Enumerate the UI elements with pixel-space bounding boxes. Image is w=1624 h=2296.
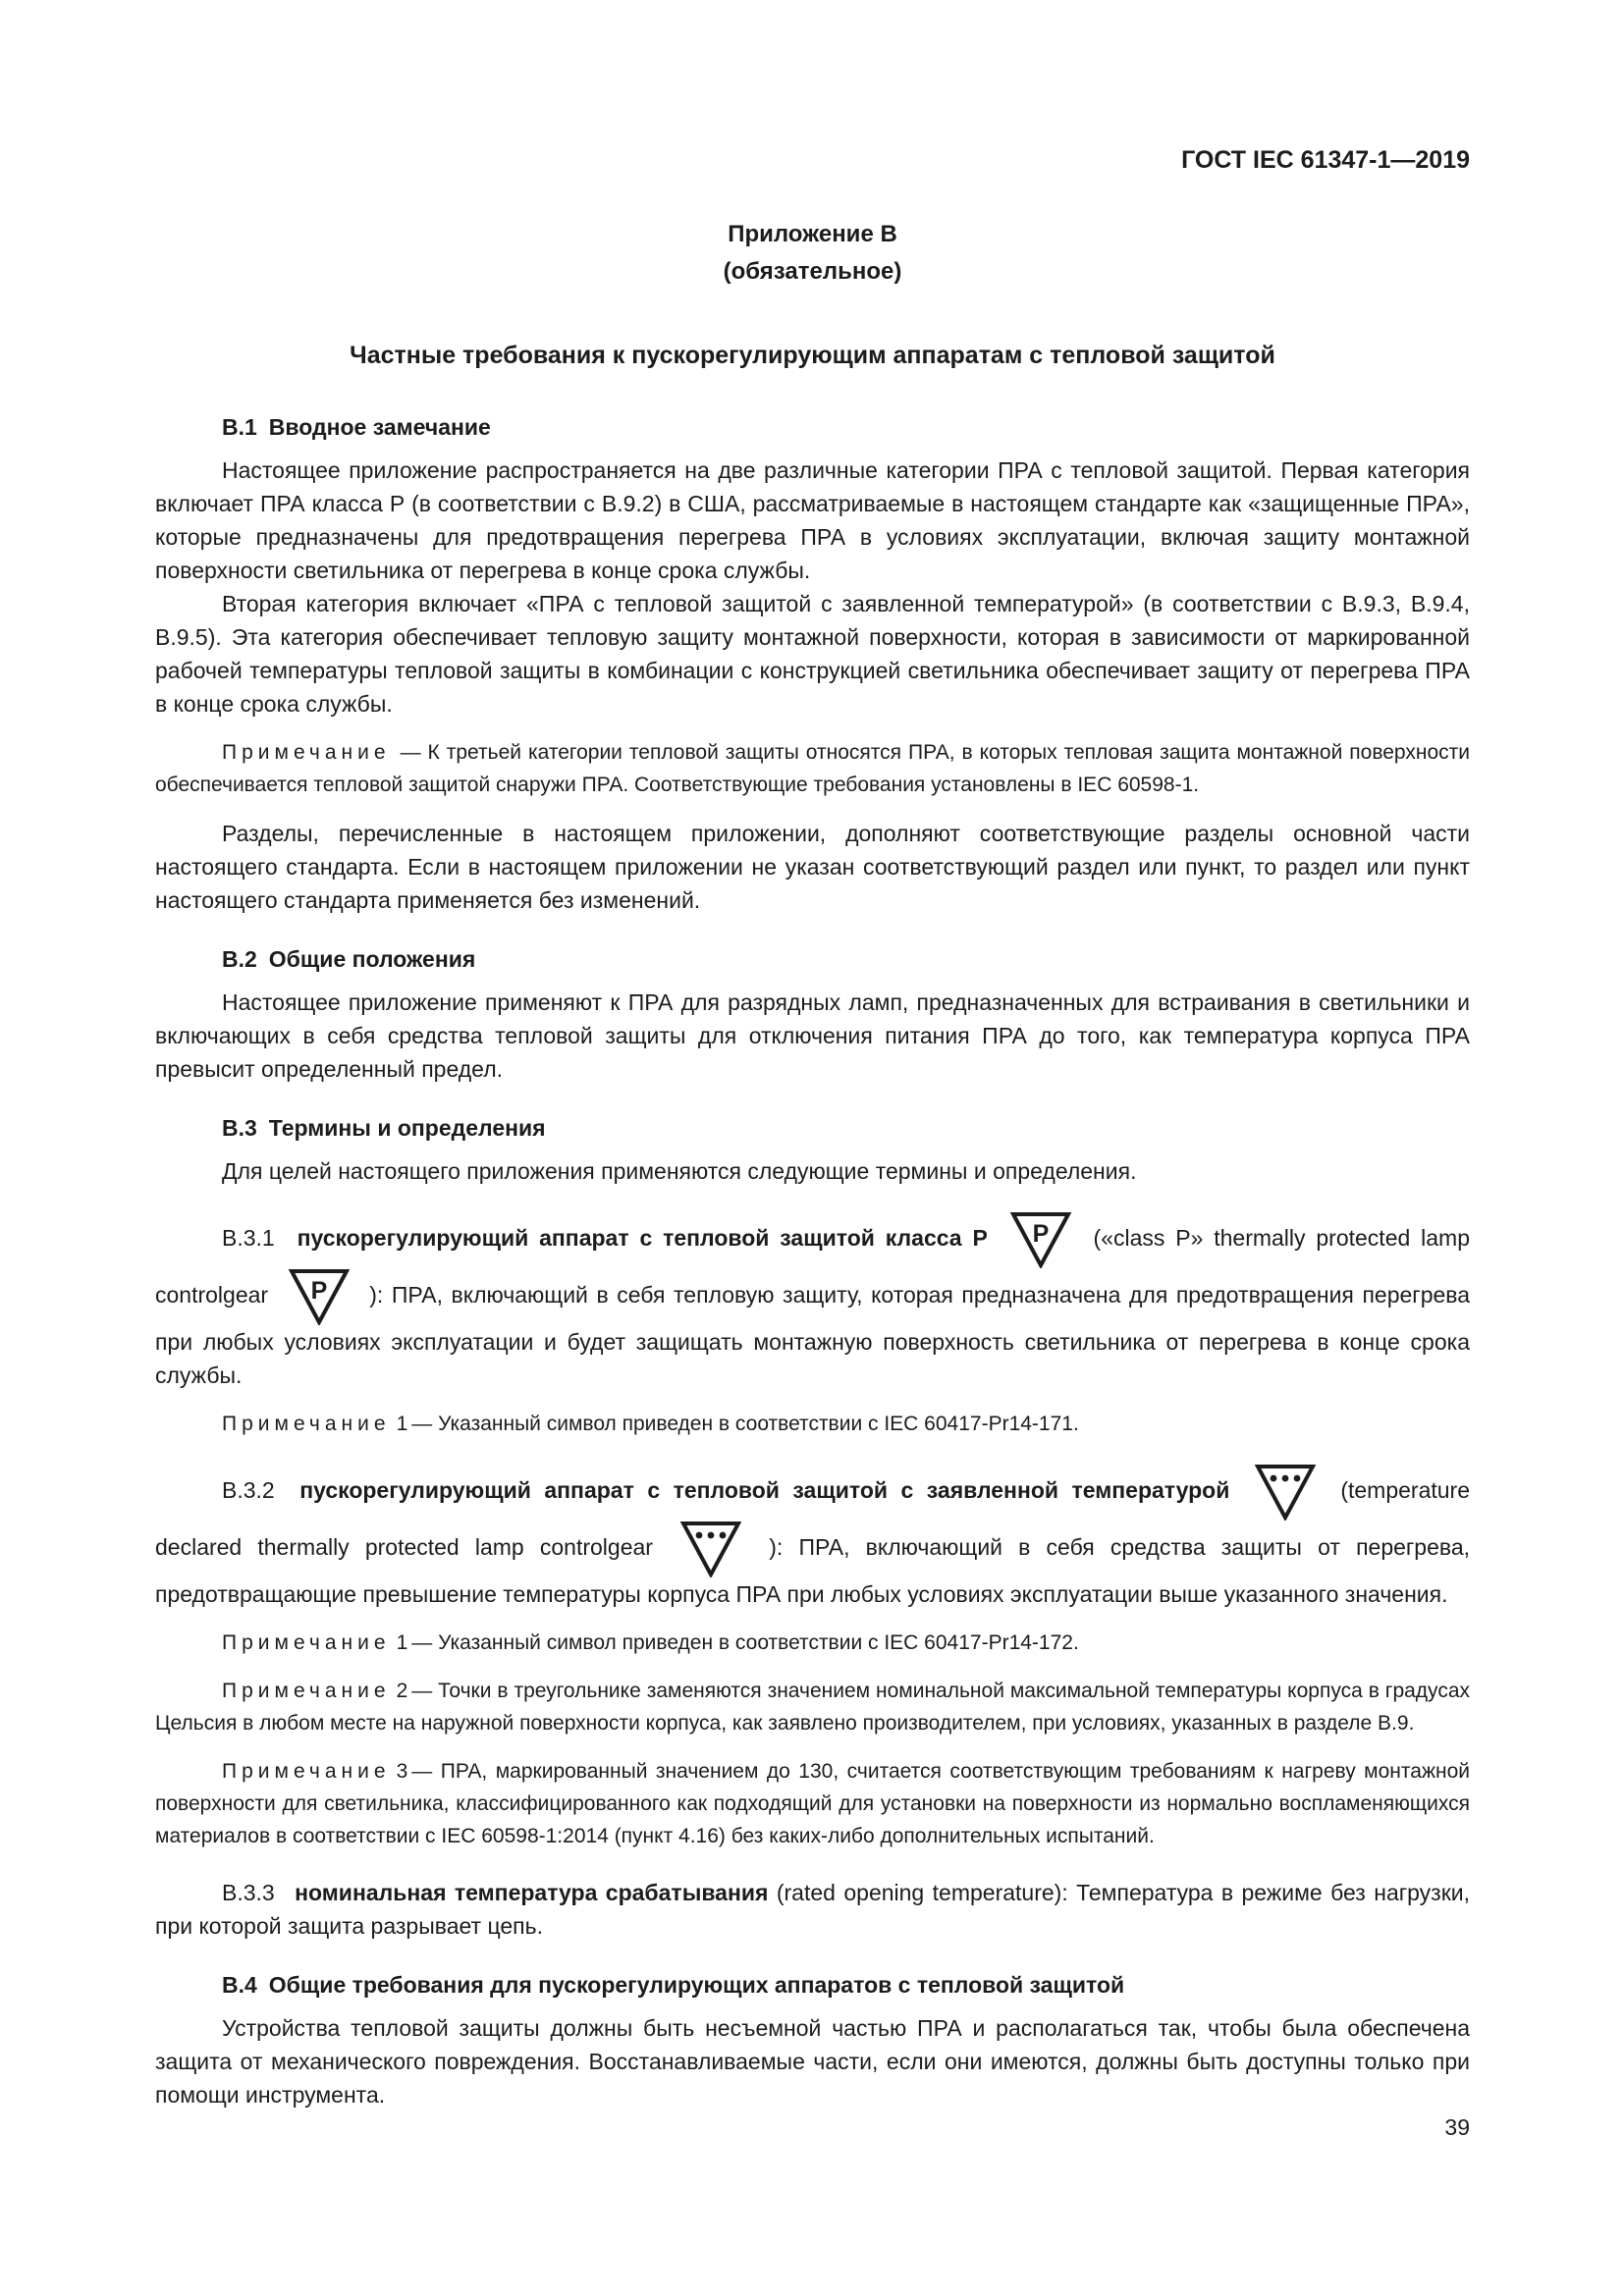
term-definition-b31: [155, 1211, 1470, 1392]
section-heading-b4: [155, 1968, 1470, 2002]
note-number: 1: [396, 1413, 408, 1435]
paragraph-b4-1: Устройства тепловой защиты должны быть несъемной частью ПРА и располагаться так, чтобы была обеспечена защита от механического повреждения. Восстанавливаемые части, если они имеются, должны быть доступны только при помощи инструмента.: [155, 2015, 1470, 2108]
note-label: Примечание: [222, 1760, 391, 1783]
note-number: 2: [396, 1680, 408, 1702]
note-label: Примечание: [222, 741, 391, 764]
term-definition-b33: [155, 1876, 1470, 1943]
section-number: В.2: [222, 946, 257, 972]
annex-label: Приложение В: [728, 221, 897, 247]
paragraph-b1-1: Настоящее приложение распространяется на две различные категории ПРА с тепловой защитой. Первая категория включает ПРА класса Р (в соответствии с В.9.2) в США, рассматриваемые в настоящем стандарте как «защищенные ПРА», которые предназначены для предотвращения перегрева ПРА в условиях эксплуатации, включая защиту монтажной поверхности светильника от перегрева в конце срока службы.: [155, 457, 1470, 583]
note-label: Примечание: [222, 1631, 391, 1654]
section-number: В.3: [222, 1115, 257, 1141]
note-text: — Указанный символ приведен в соответствии с IEC 60417-Pr14-172.: [411, 1631, 1079, 1654]
term-name: пускорегулирующий аппарат с тепловой защитой с заявленной температурой: [299, 1477, 1230, 1504]
temperature-symbol-icon: [680, 1521, 741, 1577]
section-title: Общие требования для пускорегулирующих аппаратов с тепловой защитой: [268, 1972, 1125, 1998]
note-text: — ПРА, маркированный значением до 130, считается соответствующим требованиям к нагреву монтажной поверхности для светильника, классифицированного как подходящий для установки на поверхности из нормально воспламеняющихся материалов в соответствии с IEC 60598-1:2014 (пункт 4.16) без каких-либо дополнительных испытаний.: [155, 1760, 1470, 1847]
note-b32-3: [155, 1755, 1470, 1852]
section-title: Вводное замечание: [268, 414, 491, 440]
term-definition-b32: [155, 1464, 1470, 1611]
section-title: Общие положения: [268, 946, 476, 972]
term-name: пускорегулирующий аппарат с тепловой защитой класса Р: [297, 1225, 988, 1252]
page-number: 39: [1444, 2114, 1470, 2140]
term-text: ): ПРА, включающий в себя средства защиты от перегрева, предотвращающие превышение температуры корпуса ПРА при любых условиях эксплуатации выше указанного значения.: [155, 1534, 1471, 1607]
annex-type: (обязательное): [723, 258, 902, 285]
note-b32-2: [155, 1675, 1470, 1739]
term-number: В.3.1: [222, 1225, 275, 1252]
paragraph-b3-intro: Для целей настоящего приложения применяются следующие термины и определения.: [222, 1158, 1137, 1184]
note-text: — Точки в треугольнике заменяются значением номинальной максимальной температуры корпуса в градусах Цельсия в любом месте на наружной поверхности корпуса, как заявлено производителем, при условиях, указанных в разделе В.9.: [155, 1680, 1470, 1735]
term-name: номинальная температура срабатывания: [295, 1880, 769, 1905]
class-p-symbol-icon: [1010, 1211, 1071, 1268]
note-number: 3: [396, 1760, 408, 1783]
temperature-symbol-icon: [1255, 1464, 1316, 1521]
note-label: Примечание: [222, 1680, 391, 1702]
section-heading-b3: [155, 1111, 1470, 1145]
note-b31-1: [155, 1408, 1470, 1440]
note-b32-1: [155, 1627, 1470, 1659]
class-p-symbol-icon: [289, 1268, 350, 1325]
paragraph-b2-1: Настоящее приложение применяют к ПРА для разрядных ламп, предназначенных для встраивания в светильники и включающих в себя средства тепловой защиты для отключения питания ПРА до того, как температура корпуса ПРА превысит определенный предел.: [155, 989, 1470, 1082]
note-text: — К третьей категории тепловой защиты относятся ПРА, в которых тепловая защита монтажной поверхности обеспечивается тепловой защитой снаружи ПРА. Соответствующие требования установлены в IEC 60598-1.: [155, 741, 1470, 796]
note-b1: [155, 736, 1470, 801]
term-text: ): ПРА, включающий в себя тепловую защиту, которая предназначена для предотвращения перегрева при любых условиях эксплуатации и будет защищать монтажную поверхность светильника от перегрева в конце срока службы.: [155, 1282, 1471, 1388]
section-number: В.1: [222, 414, 257, 440]
term-english: (temperature declared thermally protected lamp controlgear: [155, 1477, 1470, 1561]
section-title: Термины и определения: [268, 1115, 546, 1141]
document-header: ГОСТ IEC 61347-1—2019: [1181, 146, 1470, 174]
note-number: 1: [396, 1631, 408, 1654]
paragraph-b1-3: Разделы, перечисленные в настоящем приложении, дополняют соответствующие разделы основной части настоящего стандарта. Если в настоящем приложении не указан соответствующий раздел или пункт, то раздел или пункт настоящего стандарта применяется без изменений.: [155, 821, 1470, 913]
term-number: В.3.3: [222, 1880, 275, 1905]
term-text: (rated opening temperature): Температура в режиме без нагрузки, при которой защита разрывает цепь.: [155, 1880, 1471, 1939]
note-text: — Указанный символ приведен в соответствии с IEC 60417-Pr14-171.: [411, 1413, 1079, 1435]
section-number: В.4: [222, 1972, 257, 1998]
term-number: В.3.2: [222, 1477, 275, 1504]
class-p-letter: P: [1032, 1220, 1050, 1248]
class-p-letter: P: [310, 1277, 328, 1305]
paragraph-b1-2: Вторая категория включает «ПРА с тепловой защитой с заявленной температурой» (в соответствии с В.9.3, В.9.4, В.9.5). Эта категория обеспечивает тепловую защиту монтажной поверхности, которая в зависимости от маркированной рабочей температуры тепловой защиты в комбинации с конструкцией светильника обеспечивает защиту от перегрева ПРА в конце срока службы.: [155, 591, 1470, 717]
annex-title: Частные требования к пускорегулирующим аппаратам с тепловой защитой: [350, 342, 1275, 369]
section-heading-b2: [155, 942, 1470, 976]
section-heading-b1: [155, 410, 1470, 444]
note-label: Примечание: [222, 1413, 391, 1435]
term-english: («class P» thermally protected lamp controlgear: [155, 1225, 1470, 1308]
